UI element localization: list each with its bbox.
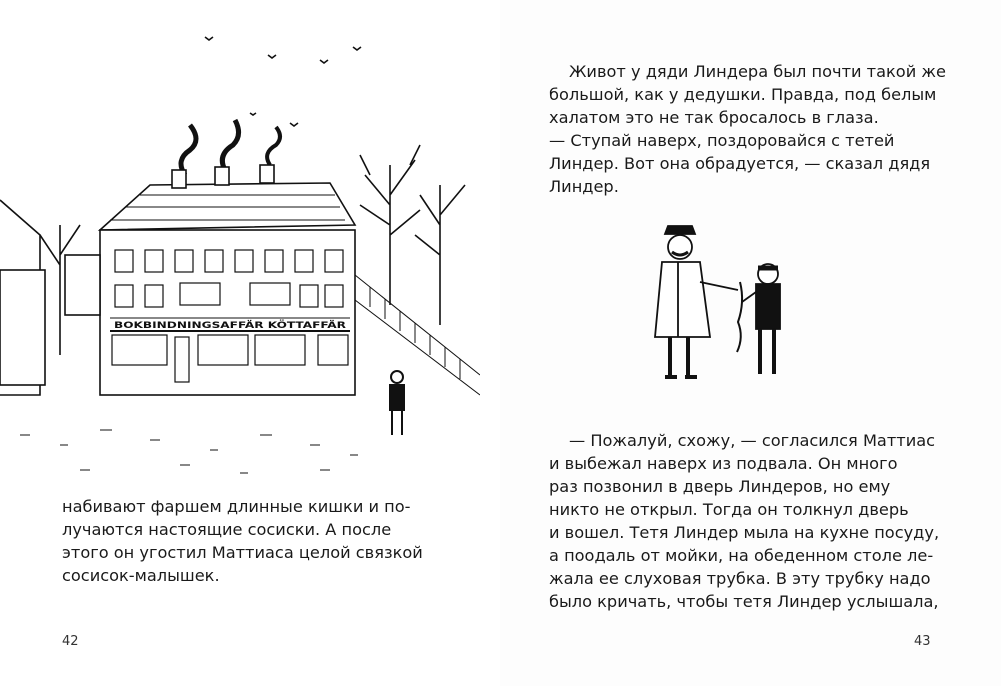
text-line: — Пожалуй, схожу, — согласился Маттиас (569, 431, 936, 450)
text-line: большой, как у дедушки. Правда, под белым (549, 85, 937, 104)
text-line: Линдер. Вот она обрадуется, — сказал дядя (549, 154, 931, 173)
text-line: а поодаль от мойки, на обеденном столе ле- (549, 546, 934, 565)
page-number: 42 (62, 634, 79, 649)
right-page (500, 0, 1001, 686)
street-illustration (0, 25, 480, 485)
left-page (0, 0, 500, 686)
text-line: жала ее слуховая трубка. В эту трубку надо (549, 569, 931, 588)
text-line: халатом это не так бросалось в глаза. (549, 108, 879, 127)
text-line: этого он угостил Маттиаса целой связкой (62, 543, 423, 562)
text-line: набивают фаршем длинные кишки и по- (62, 497, 411, 516)
text-line: было кричать, чтобы тетя Линдер услышала, (549, 592, 939, 611)
text-line: никто не открыл. Тогда он толкнул дверь (549, 500, 909, 519)
butcher-and-boy-illustration (650, 222, 800, 392)
shop-sign-text: BOKBINDNINGSAFFÄR KÖTTAFFÄR (114, 321, 287, 331)
text-line: и выбежал наверх из подвала. Он много (549, 454, 898, 473)
text-line: и вошел. Тетя Линдер мыла на кухне посуду, (549, 523, 940, 542)
text-line: раз позвонил в дверь Линдеров, но ему (549, 477, 891, 496)
page-number: 43 (914, 634, 931, 649)
left-page-text (62, 495, 423, 587)
paragraph-2 (549, 429, 939, 613)
text-line: — Ступай наверх, поздоровайся с тетей (549, 131, 895, 150)
text-line: сосисок-малышек. (62, 566, 220, 585)
text-line: Живот у дяди Линдера был почти такой же (569, 62, 946, 81)
text-line: лучаются настоящие сосиски. А после (62, 520, 392, 539)
text-line: Линдер. (549, 177, 619, 196)
paragraph-1 (549, 60, 946, 198)
